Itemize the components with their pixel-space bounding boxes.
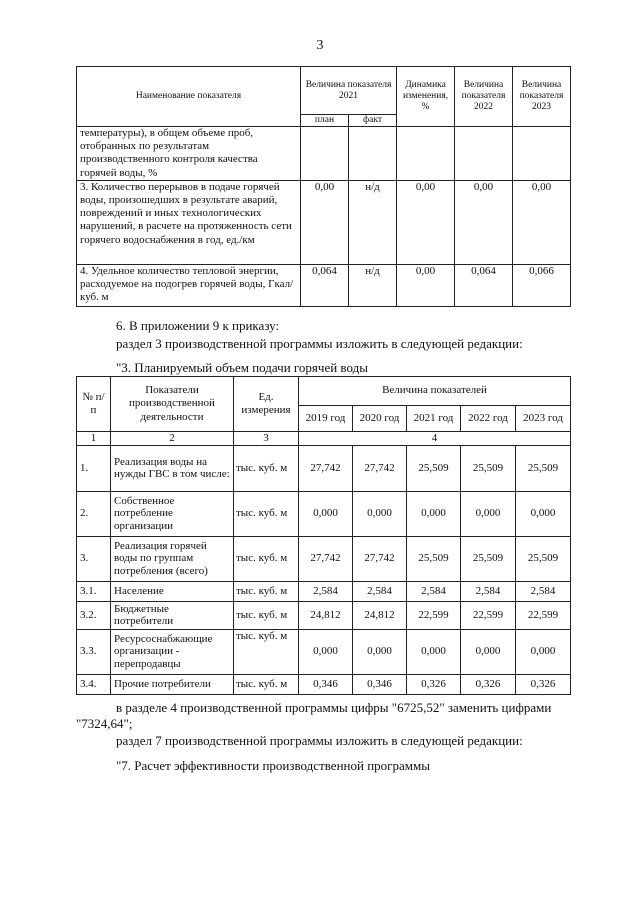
column-numbers-row: 1 2 3 4 (77, 432, 571, 446)
table-row: 3.2. Бюджетные потребители тыс. куб. м 24,812 24,812 22,599 22,599 22,599 (77, 601, 571, 629)
header-value-2022: Величина показателя 2022 (455, 67, 513, 127)
header-dynamics: Динамика изменения, % (397, 67, 455, 127)
table-row: 3. Количество перерывов в подаче горячей воды, произошедших в результате аварий, повреждений и иных технологических нарушений, в расчете на протяженность сети горячего водоснабжения в год, ед./км 0,00 н/д 0,00 0,00 0,00 (77, 180, 571, 264)
paragraph-planned-volume: "3. Планируемый объем подачи горячей воды (116, 360, 368, 375)
table-row: 4. Удельное количество тепловой энергии, расходуемое на подогрев горячей воды, Гкал/куб. м 0,064 н/д 0,00 0,064 0,066 (77, 264, 571, 306)
table-row (77, 127, 571, 181)
table-row: 3.4. Прочие потребители тыс. куб. м 0,346 0,346 0,326 0,326 0,326 (77, 674, 571, 694)
header-year-2019: 2019 год (299, 406, 353, 432)
header-value-2021: Величина показателя 2021 (301, 67, 397, 115)
header-plan: план (301, 115, 349, 127)
table-row: 1. Реализация воды на нужды ГВС в том числе: тыс. куб. м 27,742 27,742 25,509 25,509 25,509 (77, 445, 571, 491)
header-name: Наименование показателя (77, 67, 301, 127)
table-row: 3.3. Ресурсоснабжающие организации - перепродавцы тыс. куб. м 0,000 0,000 0,000 0,000 0,000 (77, 629, 571, 674)
header-year-2020: 2020 год (353, 406, 407, 432)
header-indicator: Показатели производственной деятельности (111, 377, 234, 432)
header-num: № п/п (77, 377, 111, 432)
planned-volume-table (76, 376, 571, 695)
header-unit: Ед. измерения (234, 377, 299, 432)
page-number: 3 (316, 38, 324, 53)
header-fact: факт (349, 115, 397, 127)
paragraph-appendix-9: 6. В приложении 9 к приказу: (116, 318, 280, 333)
header-values: Величина показателей (299, 377, 571, 406)
paragraph-section-7: раздел 7 производственной программы изложить в следующей редакции: (116, 733, 523, 748)
table-row: 3.1. Население тыс. куб. м 2,584 2,584 2,584 2,584 2,584 (77, 581, 571, 601)
header-year-2022: 2022 год (461, 406, 516, 432)
header-year-2023: 2023 год (516, 406, 571, 432)
table-row: 2. Собственное потребление организации тыс. куб. м 0,000 0,000 0,000 0,000 0,000 (77, 491, 571, 536)
paragraph-section-3: раздел 3 производственной программы изложить в следующей редакции: (116, 336, 523, 351)
row-name: температуры), в общем объеме проб, отобранных по результатам производственного контроля качества горячей воды, % (77, 127, 301, 181)
row-name: 4. Удельное количество тепловой энергии, расходуемое на подогрев горячей воды, Гкал/куб. м (77, 264, 301, 306)
header-year-2021: 2021 год (407, 406, 461, 432)
paragraph-section-4: в разделе 4 производственной программы цифры "6725,52" заменить цифрами "7324,64"; (76, 700, 552, 732)
paragraph-efficiency: "7. Расчет эффективности производственной программы (116, 758, 430, 773)
row-name: 3. Количество перерывов в подаче горячей воды, произошедших в результате аварий, повреждений и иных технологических нарушений, в расчете на протяженность сети горячего водоснабжения в год, ед./км (77, 180, 301, 264)
indicators-table (76, 66, 571, 307)
table-row: 3. Реализация горячей воды по группам потребления (всего) тыс. куб. м 27,742 27,742 25,509 25,509 25,509 (77, 536, 571, 581)
header-value-2023: Величина показателя 2023 (513, 67, 571, 127)
